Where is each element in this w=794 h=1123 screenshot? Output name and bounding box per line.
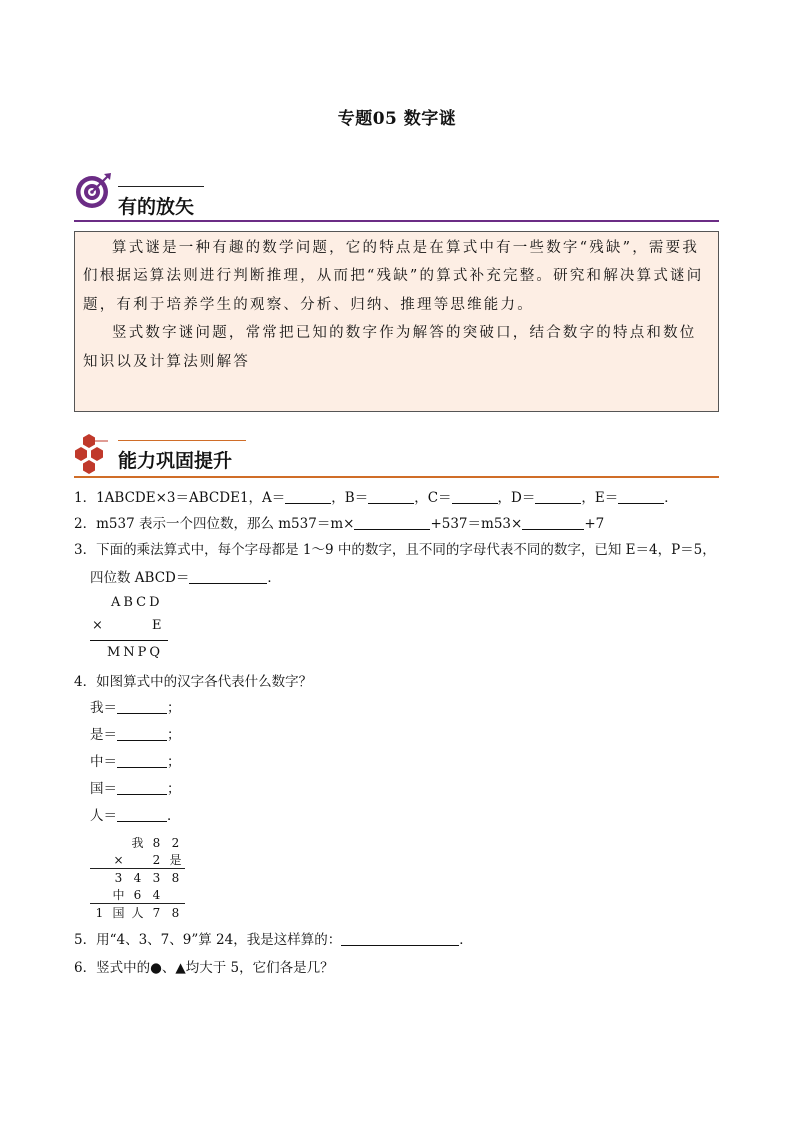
punctuation: ； xyxy=(167,781,181,797)
calc-cell: 2 xyxy=(147,851,166,869)
multiplier-row: E xyxy=(152,618,165,633)
blank-label: 人＝ xyxy=(90,808,117,824)
punctuation: ． xyxy=(267,570,281,586)
question-2 xyxy=(74,514,604,534)
question-text: +7 xyxy=(584,516,605,532)
question-number: 5． xyxy=(74,932,97,948)
vertical-calculation xyxy=(90,834,185,921)
answer-blank-d[interactable] xyxy=(535,489,581,504)
question-text: 下面的乘法算式中，每个字母都是 1～9 中的数字，且不同的字母代表不同的数字，已知 E＝4，P＝5， xyxy=(96,542,716,558)
punctuation: ． xyxy=(459,932,473,948)
answer-blank-c[interactable] xyxy=(452,489,498,504)
blank-label: 是＝ xyxy=(90,727,117,743)
punctuation: ． xyxy=(664,490,678,506)
answer-blank-2[interactable] xyxy=(522,515,584,530)
calc-cell: 3 xyxy=(152,870,161,885)
question-number: 4． xyxy=(74,674,97,690)
section-divider xyxy=(74,476,719,478)
answer-blank[interactable] xyxy=(117,780,167,795)
calc-cell: 4 xyxy=(147,886,166,904)
section-heading-line xyxy=(118,186,204,187)
calc-cell xyxy=(128,851,147,869)
question-text: m537 表示一个四位数，那么 m537＝m× xyxy=(96,516,355,532)
question-text: 用“4、3、7、9”算 24，我是这样算的： xyxy=(96,932,342,948)
punctuation: ； xyxy=(167,700,181,716)
intro-box xyxy=(74,231,719,412)
answer-blank-a[interactable] xyxy=(285,489,331,504)
calc-cell: 8 xyxy=(171,905,180,920)
calc-cell: 人 xyxy=(131,906,144,920)
answer-blank[interactable] xyxy=(117,807,167,822)
blank-label: A＝ xyxy=(262,490,286,506)
question-4 xyxy=(74,672,312,692)
punctuation: ． xyxy=(167,808,181,824)
answer-item-zhong xyxy=(90,752,181,772)
answer-blank[interactable] xyxy=(117,726,167,741)
intro-paragraph-1: 算式谜是一种有趣的数学问题，它的特点是在算式中有一些数字“残缺”，需要我们根据运算法则进行判断推理，从而把“残缺”的算式补充完整。研究和解决算式谜问题，有利于培养学生的观察、分析、归纳、推理等思维能力。 xyxy=(83,240,704,313)
calc-cell: 中 xyxy=(109,886,128,904)
question-1 xyxy=(74,488,678,508)
question-number: 6． xyxy=(74,960,97,976)
answer-blank[interactable] xyxy=(341,931,459,946)
blank-label: ，E＝ xyxy=(581,490,619,506)
calc-cell: × xyxy=(109,851,128,869)
calc-cell xyxy=(90,834,109,851)
blank-label: ，C＝ xyxy=(414,490,452,506)
question-3-line-2 xyxy=(90,568,281,588)
answer-blank[interactable] xyxy=(189,569,267,584)
answer-blank-1[interactable] xyxy=(354,515,430,530)
calc-cell: 8 xyxy=(171,870,180,885)
question-text: 如图算式中的汉字各代表什么数字？ xyxy=(96,674,313,690)
answer-item-shi xyxy=(90,725,181,745)
blank-label: 中＝ xyxy=(90,754,117,770)
calc-cell: 8 xyxy=(152,835,161,850)
question-text: 四位数 ABCD＝ xyxy=(90,570,190,586)
product-row: MNPQ xyxy=(107,645,164,660)
section-heading-line xyxy=(118,440,246,441)
question-5 xyxy=(74,930,473,950)
question-text: +537＝m53× xyxy=(430,516,523,532)
blank-label: 国＝ xyxy=(90,781,117,797)
calc-cell: 我 xyxy=(131,836,144,850)
calc-cell xyxy=(166,886,185,904)
multiplicand-row: ABCD xyxy=(111,595,163,610)
calc-cell: 国 xyxy=(112,906,125,920)
calc-cell xyxy=(90,886,109,904)
page-title: 专题05 数字谜 xyxy=(337,109,457,129)
blank-label: ，B＝ xyxy=(331,490,369,506)
blank-label: 我＝ xyxy=(90,700,117,716)
question-text: 1ABCDE×3＝ABCDE1， xyxy=(96,490,263,506)
question-3 xyxy=(74,540,716,560)
answer-item-ren xyxy=(90,806,181,826)
punctuation: ； xyxy=(167,727,181,743)
calc-cell: 4 xyxy=(133,870,142,885)
target-icon xyxy=(74,170,114,210)
calc-line xyxy=(90,640,168,641)
answer-blank-e[interactable] xyxy=(618,489,664,504)
intro-paragraph-2: 竖式数字谜问题，常常把已知的数字作为解答的突破口，结合数字的特点和数位知识以及计算法则解答 xyxy=(83,325,697,370)
calc-cell: 3 xyxy=(114,870,123,885)
hexagon-cluster-icon xyxy=(68,432,112,476)
answer-blank[interactable] xyxy=(117,699,167,714)
section-heading-practice: 能力巩固提升 xyxy=(118,450,233,472)
question-number: 1． xyxy=(74,490,97,506)
section-heading-goals: 有的放矢 xyxy=(118,196,195,218)
calc-cell: 6 xyxy=(128,886,147,904)
answer-item-guo xyxy=(90,779,181,799)
calc-cell: 7 xyxy=(152,905,161,920)
answer-item-wo xyxy=(90,698,181,718)
calc-cell: 是 xyxy=(166,851,185,869)
calc-cell xyxy=(90,851,109,869)
question-6 xyxy=(74,958,334,978)
punctuation: ； xyxy=(167,754,181,770)
question-number: 2． xyxy=(74,516,97,532)
calc-cell: 1 xyxy=(95,905,104,920)
calc-cell xyxy=(90,869,109,887)
section-divider xyxy=(74,220,719,222)
times-sign: × xyxy=(92,618,106,633)
calc-cell: 2 xyxy=(171,835,180,850)
answer-blank-b[interactable] xyxy=(368,489,414,504)
question-number: 3． xyxy=(74,542,97,558)
calc-cell xyxy=(109,834,128,851)
blank-label: ，D＝ xyxy=(497,490,536,506)
answer-blank[interactable] xyxy=(117,753,167,768)
question-text: 竖式中的●、▲均大于 5，它们各是几？ xyxy=(96,960,334,976)
